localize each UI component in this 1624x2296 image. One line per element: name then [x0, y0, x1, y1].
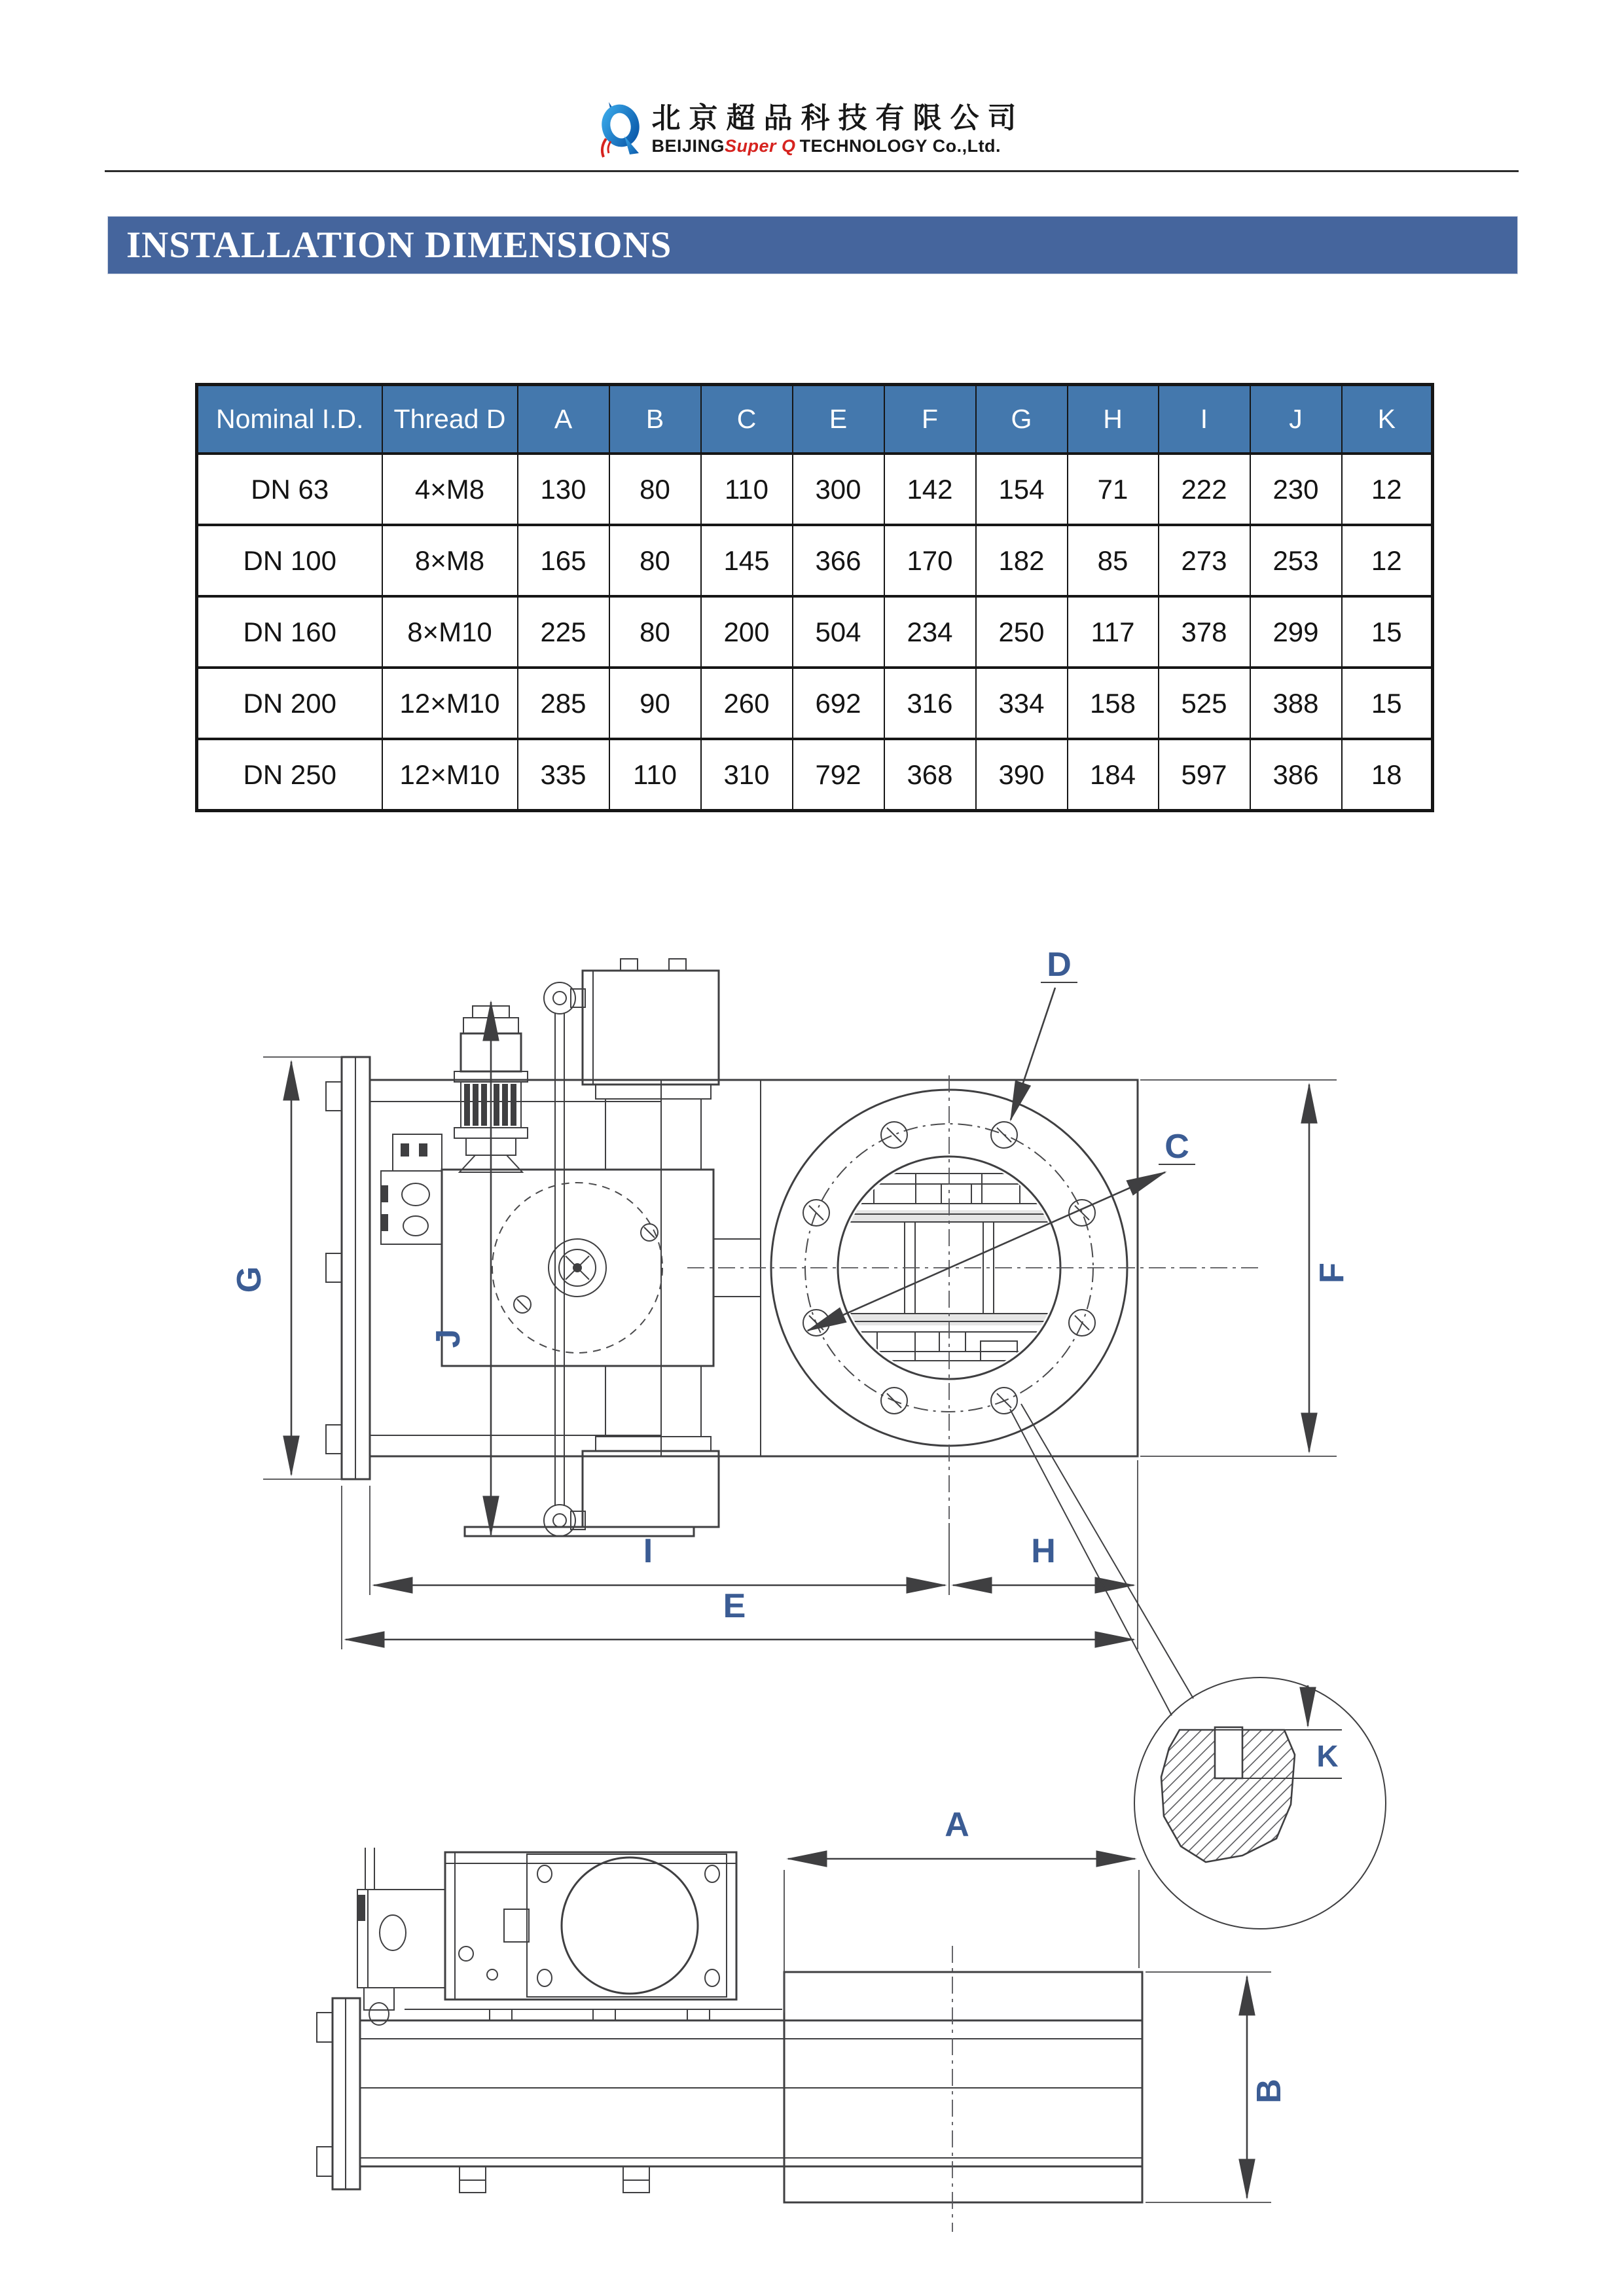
cell: 504: [793, 596, 884, 668]
a-dimension: [784, 1806, 1139, 2013]
cell: 368: [884, 739, 976, 811]
b-dimension: [1146, 1972, 1288, 2202]
cell: 130: [518, 454, 609, 525]
cell: 12×M10: [382, 739, 518, 811]
top-view: [230, 946, 1351, 1649]
cell: DN 250: [197, 739, 382, 811]
table-row: [197, 596, 1433, 668]
col-header-h: H: [1068, 385, 1159, 454]
dim-label-c: C: [1164, 1128, 1189, 1166]
dimensions-table: [195, 383, 1434, 812]
logo-chinese-name: 北京超品科技有限公司: [651, 101, 1025, 134]
cell: 80: [609, 525, 701, 596]
cell: 200: [701, 596, 793, 668]
cell: 378: [1159, 596, 1250, 668]
g-dimension: [230, 1057, 342, 1479]
cell: 525: [1159, 668, 1250, 739]
cell: 8×M10: [382, 596, 518, 668]
cell: 12: [1342, 454, 1433, 525]
k-section: [1161, 1685, 1342, 1862]
dim-label-e: E: [723, 1587, 746, 1625]
dim-label-h: H: [1031, 1532, 1056, 1570]
dim-label-b: B: [1250, 2079, 1288, 2104]
cell: 12×M10: [382, 668, 518, 739]
cell: 390: [976, 739, 1068, 811]
dim-label-f: F: [1313, 1263, 1351, 1283]
side-left-flange: [317, 1998, 360, 2189]
cell: 71: [1068, 454, 1159, 525]
cell: 388: [1250, 668, 1342, 739]
col-header-b: B: [609, 385, 701, 454]
cell: 15: [1342, 596, 1433, 668]
cell: 692: [793, 668, 884, 739]
dim-label-g: G: [230, 1266, 268, 1293]
k-detail-view: [1010, 1404, 1386, 1929]
cell: 145: [701, 525, 793, 596]
side-solenoid-valve: [357, 1848, 445, 2025]
upper-cylinder-block: [583, 959, 719, 1170]
cell: 18: [1342, 739, 1433, 811]
cell: 170: [884, 525, 976, 596]
cell: 335: [518, 739, 609, 811]
cell: 158: [1068, 668, 1159, 739]
cell: 334: [976, 668, 1068, 739]
col-header-nominal-id: Nominal I.D.: [197, 385, 382, 454]
cell: 4×M8: [382, 454, 518, 525]
valve-drawing-svg: [229, 933, 1394, 2242]
table-header-row: [197, 385, 1433, 454]
cell: 253: [1250, 525, 1342, 596]
side-view: [317, 1806, 1288, 2232]
company-logo: [0, 98, 1624, 161]
cell: 80: [609, 454, 701, 525]
cell: 110: [609, 739, 701, 811]
cell: 230: [1250, 454, 1342, 525]
logo-en-red: Super Q: [725, 136, 796, 156]
side-actuator: [405, 1852, 782, 2020]
cell: 8×M8: [382, 525, 518, 596]
cell: 165: [518, 525, 609, 596]
col-header-a: A: [518, 385, 609, 454]
installation-drawing: [229, 933, 1394, 2242]
logo-en-prefix: BEIJING: [651, 136, 725, 156]
dim-label-a: A: [945, 1806, 969, 1844]
cell: 142: [884, 454, 976, 525]
cell: DN 100: [197, 525, 382, 596]
cell: 234: [884, 596, 976, 668]
cell: 182: [976, 525, 1068, 596]
cell: 80: [609, 596, 701, 668]
col-header-f: F: [884, 385, 976, 454]
cell: 110: [701, 454, 793, 525]
cell: 260: [701, 668, 793, 739]
col-header-c: C: [701, 385, 793, 454]
d-leader: [1011, 946, 1077, 1120]
table-row: [197, 739, 1433, 811]
cell: 15: [1342, 668, 1433, 739]
cell: 12: [1342, 525, 1433, 596]
col-header-thread-d: Thread D: [382, 385, 518, 454]
cell: 597: [1159, 739, 1250, 811]
cell: DN 160: [197, 596, 382, 668]
col-header-j: J: [1250, 385, 1342, 454]
cell: 310: [701, 739, 793, 811]
cell: 225: [518, 596, 609, 668]
left-flange: [326, 1057, 370, 1479]
cell: 366: [793, 525, 884, 596]
cell: 85: [1068, 525, 1159, 596]
i-h-e-dimensions: [342, 1460, 1138, 1649]
dim-label-k: K: [1316, 1739, 1339, 1773]
col-header-e: E: [793, 385, 884, 454]
cell: 222: [1159, 454, 1250, 525]
cell: 792: [793, 739, 884, 811]
table-row: [197, 668, 1433, 739]
cell: 299: [1250, 596, 1342, 668]
cell: 316: [884, 668, 976, 739]
logo-english-name: [652, 136, 1001, 156]
cell: 273: [1159, 525, 1250, 596]
col-header-g: G: [976, 385, 1068, 454]
cell: DN 200: [197, 668, 382, 739]
cell: 300: [793, 454, 884, 525]
lower-cylinder-block: [465, 1366, 719, 1536]
dim-label-j: J: [429, 1329, 467, 1348]
cell: 250: [976, 596, 1068, 668]
logo-en-suffix: TECHNOLOGY Co.,Ltd.: [799, 136, 1001, 156]
col-header-i: I: [1159, 385, 1250, 454]
cell: 285: [518, 668, 609, 739]
col-header-k: K: [1342, 385, 1433, 454]
dim-label-i: I: [643, 1532, 653, 1570]
logo-text: [652, 103, 1025, 156]
cell: 90: [609, 668, 701, 739]
header-divider: [105, 170, 1519, 172]
cell: 386: [1250, 739, 1342, 811]
cell: DN 63: [197, 454, 382, 525]
logo-q-icon: [600, 98, 641, 161]
section-banner: [108, 217, 1517, 274]
cell: 184: [1068, 739, 1159, 811]
dim-label-d: D: [1047, 946, 1072, 984]
section-title: INSTALLATION DIMENSIONS: [126, 224, 672, 266]
cell: 154: [976, 454, 1068, 525]
table-row: [197, 525, 1433, 596]
cell: 117: [1068, 596, 1159, 668]
solenoid-valve: [381, 1134, 442, 1244]
table-row: [197, 454, 1433, 525]
side-tube: [360, 2020, 1142, 2193]
